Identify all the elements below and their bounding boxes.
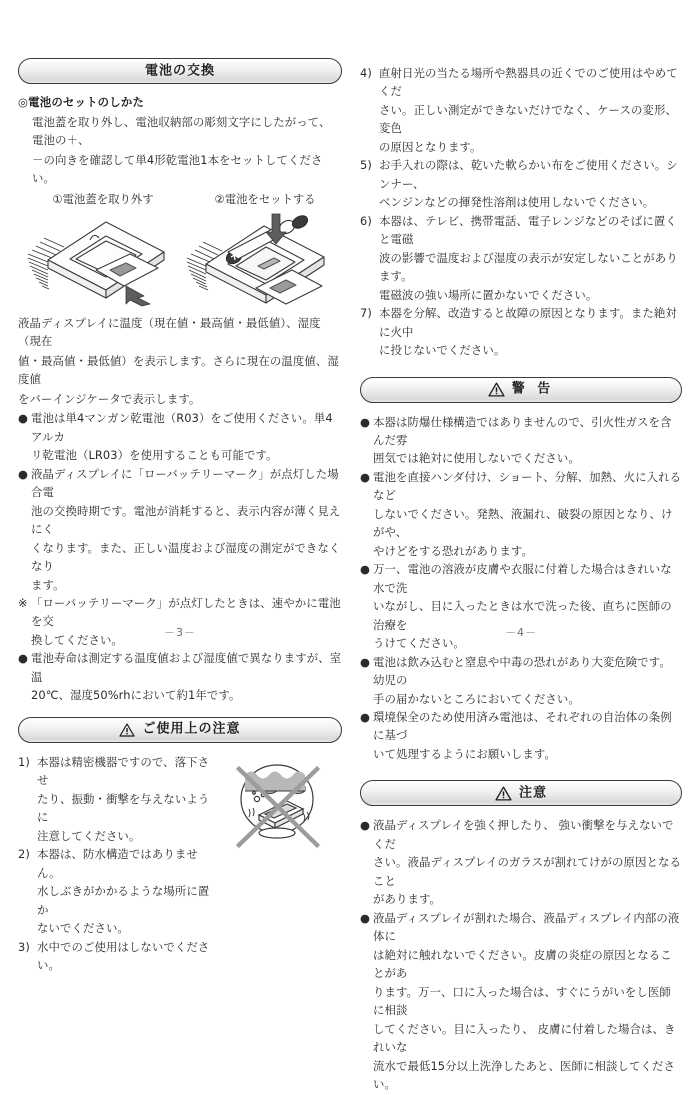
warning-triangle-icon xyxy=(119,723,135,737)
bullet-line: 流水で最低15分以上洗浄したあと、医師に相談してください。 xyxy=(373,1058,675,1091)
usage-caution-list xyxy=(18,753,214,975)
battery-cover-removal-illustration xyxy=(18,210,178,308)
no-water-figure-wrap xyxy=(214,753,340,861)
section-heading-attention xyxy=(360,780,682,806)
bullet-line: うけてください。 xyxy=(373,636,465,651)
list-line: 直射日光の当たる場所や熱器具の近くでのご使用はやめてくだ xyxy=(379,66,678,99)
list-line: お手入れの際は、乾いた軟らかい布をご使用ください。シンナー、 xyxy=(379,158,678,191)
bullet-mark: ● xyxy=(360,654,371,669)
page-number-right: －4－ xyxy=(505,626,537,639)
lcd-description-line-2: 値・最高値・最低値）を表示します。さらに現在の温度値、湿度値 xyxy=(18,353,339,387)
left-page xyxy=(18,58,342,972)
list-line: 水中でのご使用はしないでください。 xyxy=(37,939,210,972)
bullet-line: 環境保全のため使用済み電池は、それぞれの自治体の条例に基づ xyxy=(373,710,672,743)
bullet-mark: ● xyxy=(18,411,29,426)
bullet-line: 手の届かないところにおいてください。 xyxy=(373,691,580,706)
battery-bullet-3 xyxy=(18,594,342,649)
bullet-mark: ● xyxy=(360,414,371,429)
section-heading-label: 注意 xyxy=(518,785,547,801)
battery-bullet-4 xyxy=(18,649,342,704)
battery-intro-line-1: 電池蓋を取り外し、電池収納部の彫刻文字にしたがって、電池の＋、 xyxy=(32,115,331,148)
bullet-line: くなります。また、正しい温度および湿度の測定ができなくなり xyxy=(31,540,341,574)
figure-caption-2: ②電池をセットする xyxy=(214,191,316,206)
section-heading-battery-replacement xyxy=(18,58,342,84)
bullet-line: 液晶ディスプレイを強く押したり、 強い衝撃を与えないでくだ xyxy=(373,818,674,851)
bullet-line: 万一、電池の溶液が皮膚や衣服に付着した場合はきれいな水で洗 xyxy=(373,562,672,595)
usage-caution-item-3 xyxy=(18,938,214,975)
bullet-line: ります。万一、口に入った場合は、すぐにうがいをし医師に相談 xyxy=(373,984,671,1018)
list-marker: 3) xyxy=(18,939,30,954)
note-mark: ※ xyxy=(18,596,28,611)
list-marker: 1) xyxy=(18,754,30,769)
usage-caution-item-4 xyxy=(360,64,682,156)
bullet-line: ます。 xyxy=(31,577,65,592)
sub-heading-battery-setup: ◎電池のセットのしかた xyxy=(18,95,145,109)
bullet-line: リ乾電池（LR03）を使用することも可能です。 xyxy=(31,448,278,463)
list-line: 水しぶきがかかるような場所に置か xyxy=(37,884,210,917)
list-line: 本器を分解、改造すると故障の原因となります。また絶対に火中 xyxy=(379,306,677,339)
bullet-line: は絶対に触れないでください。皮膚の炎症の原因となることがあ xyxy=(373,947,672,981)
warning-triangle-icon xyxy=(488,382,505,397)
list-line: ベンジンなどの揮発性溶剤は使用しないでください。 xyxy=(379,195,655,210)
list-line: たり、振動・衝撃を与えないように xyxy=(37,791,210,825)
bullet-line: しないでください。発熱、液漏れ、破裂の原因となり、けがや、 xyxy=(373,506,673,540)
section-heading-label: 電池の交換 xyxy=(144,63,215,78)
usage-caution-item-6 xyxy=(360,212,682,304)
battery-insertion-illustration xyxy=(182,210,342,308)
usage-caution-item-2 xyxy=(18,845,214,937)
warning-bullet-2 xyxy=(360,468,682,560)
usage-caution-item-5 xyxy=(360,156,682,211)
lcd-description-line-1: 液晶ディスプレイに温度（現在値・最高値・最低値）、湿度（現在 xyxy=(18,315,321,349)
section-heading-label: 警 告 xyxy=(511,381,555,397)
usage-caution-body xyxy=(18,753,342,975)
list-line: さい。正しい測定ができないだけでなく、ケースの変形、変色 xyxy=(379,102,677,136)
battery-bullet-2 xyxy=(18,465,342,594)
bullet-mark: ● xyxy=(360,710,371,724)
list-marker: 2) xyxy=(18,847,30,862)
bullet-line: 電池寿命は測定する温度値および湿度値で異なりますが、室温 xyxy=(31,651,342,684)
list-marker: 6) xyxy=(360,213,372,228)
bullet-line: 換してください。 xyxy=(31,632,123,647)
list-marker: 5) xyxy=(360,158,372,173)
list-line: 本器は、防水構造ではありません。 xyxy=(37,847,198,880)
bullet-mark: ● xyxy=(360,562,371,577)
bullet-line: 液晶ディスプレイが割れた場合、液晶ディスプレイ内部の液体に xyxy=(373,910,680,944)
bullet-line: 囲気では絶対に使用しないでください。 xyxy=(373,451,580,466)
figure-captions xyxy=(18,191,342,208)
battery-figures xyxy=(18,210,342,308)
list-line: 本器は、テレビ、携帯電話、電子レンジなどのそばに置くと電磁 xyxy=(379,213,677,247)
bullet-line: 電池は単4マンガン乾電池（R03）をご使用ください。単4アルカ xyxy=(31,411,333,444)
list-line: 本器は精密機器ですので、落下させ xyxy=(37,754,210,788)
bullet-line: いて処理するようにお願いします。 xyxy=(373,746,556,761)
bullet-line: 「ローバッテリーマーク」が点灯したときは、速やかに電池を交 xyxy=(31,596,341,629)
list-line: 注意してください。 xyxy=(37,828,141,843)
usage-caution-item-7 xyxy=(360,304,682,359)
bullet-mark: ● xyxy=(360,818,371,833)
page-number-left: －3－ xyxy=(164,626,196,639)
bullet-line: さい。液晶ディスプレイのガラスが割れてけがの原因となること xyxy=(373,855,681,888)
bullet-line: 本器は防爆仕様構造ではありませんので、引火性ガスを含んだ雰 xyxy=(373,414,672,447)
bullet-line: 電池は飲み込むと窒息や中毒の恐れがあり大変危険です。幼児の xyxy=(373,654,671,688)
section-heading-usage-caution xyxy=(18,717,342,743)
list-line: 電磁波の強い場所に置かないでください。 xyxy=(379,287,598,302)
attention-bullet-2 xyxy=(360,909,682,1093)
bullet-line: してください。目に入ったり、 皮膚に付着した場合は、きれいな xyxy=(373,1021,676,1055)
warning-bullet-5 xyxy=(360,708,682,763)
bullet-mark: ● xyxy=(18,651,29,666)
bullet-line: いながし、目に入ったときは水で洗った後、直ちに医師の治療を xyxy=(373,599,672,632)
right-page xyxy=(360,58,682,1091)
attention-bullet-1 xyxy=(360,816,682,908)
no-water-immersion-illustration xyxy=(225,757,329,861)
bullet-mark: ● xyxy=(18,466,29,481)
section-heading-warning xyxy=(360,377,682,403)
list-marker: 4) xyxy=(360,66,372,80)
bullet-mark: ● xyxy=(360,910,371,925)
warning-triangle-icon xyxy=(495,786,512,801)
lcd-description-line-3: をバーインジケータで表示します。 xyxy=(18,391,201,406)
bullet-line: 電池を直接ハンダ付け、ショート、分解、加熱、火に入れるなど xyxy=(373,469,682,503)
list-line: の原因となります。 xyxy=(379,139,482,154)
figure-caption-1: ①電池蓋を取り外す xyxy=(52,191,154,206)
bullet-line: 液晶ディスプレイに「ローバッテリーマーク」が点灯した場合電 xyxy=(31,466,339,500)
bullet-line: があります。 xyxy=(373,892,442,907)
bullet-mark: ● xyxy=(360,469,371,484)
section-heading-label: ご使用上の注意 xyxy=(142,721,241,737)
list-marker: 7) xyxy=(360,306,372,321)
list-line: ないでください。 xyxy=(37,921,129,936)
warning-bullet-1 xyxy=(360,413,682,468)
list-line: に投じないでください。 xyxy=(379,343,506,358)
usage-caution-item-1 xyxy=(18,753,214,845)
battery-bullet-1 xyxy=(18,409,342,464)
bullet-line: 20℃、湿度50%rhにおいて約1年です。 xyxy=(31,688,241,703)
list-line: 波の影響で温度および湿度の表示が安定しないことがあります。 xyxy=(379,250,678,284)
bullet-line: やけどをする恐れがあります。 xyxy=(373,543,533,558)
battery-intro-line-2: －の向きを確認して単4形乾電池1本をセットしてください。 xyxy=(32,152,323,186)
bullet-line: 池の交換時期です。電池が消耗すると、表示内容が薄く見えにく xyxy=(31,503,341,537)
